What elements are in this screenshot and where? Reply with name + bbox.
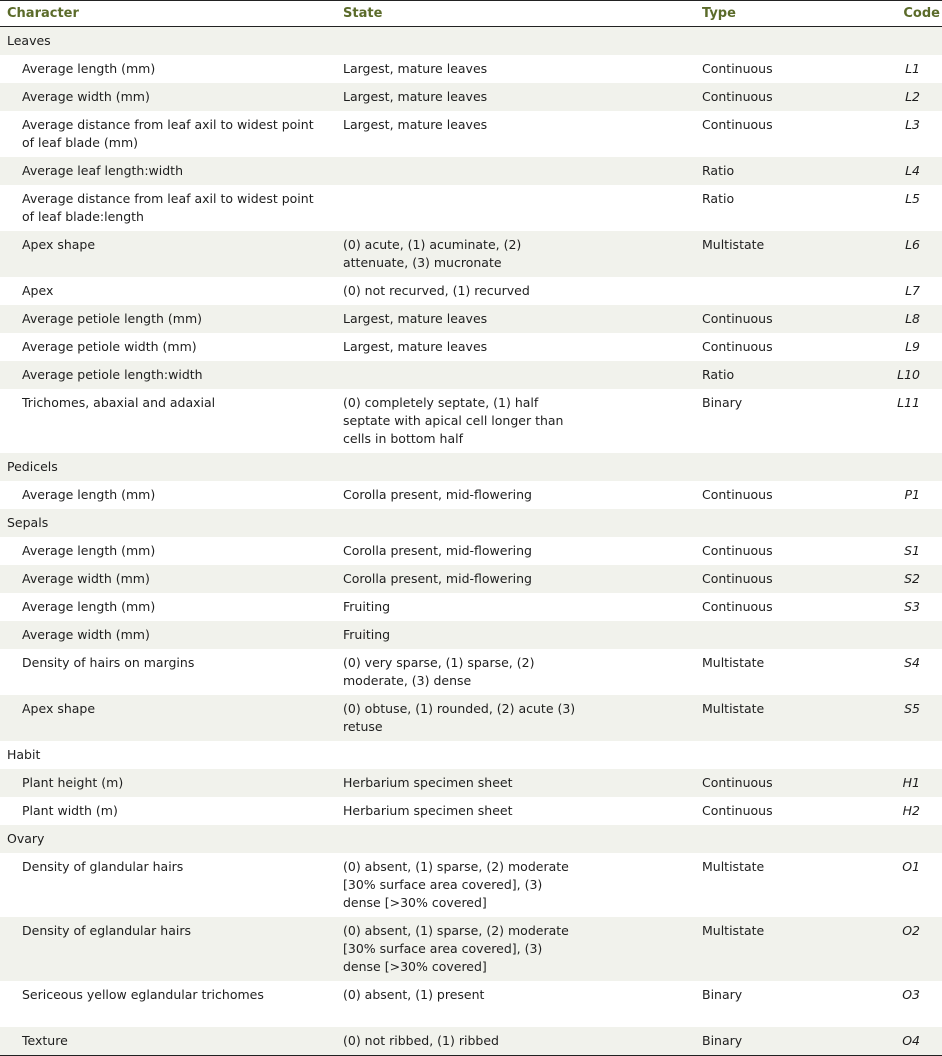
code-cell-text: L3: [905, 117, 920, 132]
type-cell-text: Continuous: [702, 89, 773, 104]
state-cell-text: (0) very sparse, (1) sparse, (2) moderate, (3) dense: [343, 655, 535, 688]
type-cell-text: Continuous: [702, 775, 773, 790]
code-cell: [878, 825, 942, 853]
type-cell-text: Continuous: [702, 117, 773, 132]
state-cell-text: (0) absent, (1) sparse, (2) moderate [30% surface area covered], (3) dense [>30% covered]: [343, 859, 569, 910]
state-cell: [336, 565, 695, 593]
state-cell: [336, 55, 695, 83]
character-cell: [0, 83, 336, 111]
character-cell-text: Habit: [7, 747, 41, 762]
state-cell: [336, 361, 695, 389]
character-cell-text: Average distance from leaf axil to widest point of leaf blade:length: [22, 191, 314, 224]
code-cell: [878, 305, 942, 333]
state-cell-text: Corolla present, mid-flowering: [343, 571, 532, 586]
table-row: [0, 565, 942, 593]
table-row: [0, 593, 942, 621]
table-body: [0, 27, 942, 1055]
type-cell-text: Continuous: [702, 487, 773, 502]
section-row: [0, 741, 942, 769]
state-cell: [336, 797, 695, 825]
code-cell: [878, 537, 942, 565]
type-cell-text: Ratio: [702, 191, 735, 206]
type-cell: [695, 769, 878, 797]
type-cell: [695, 111, 878, 157]
character-cell: [0, 509, 336, 537]
type-cell: [695, 1027, 878, 1055]
character-cell: [0, 797, 336, 825]
character-cell: [0, 565, 336, 593]
code-cell-text: S5: [904, 701, 920, 716]
state-cell: [336, 825, 695, 853]
state-cell-text: (0) absent, (1) sparse, (2) moderate [30% surface area covered], (3) dense [>30% covered]: [343, 923, 569, 974]
table-row: [0, 305, 942, 333]
code-cell-text: L2: [905, 89, 920, 104]
type-cell-text: Continuous: [702, 803, 773, 818]
table-row: [0, 111, 942, 157]
state-cell-text: (0) obtuse, (1) rounded, (2) acute (3) retuse: [343, 701, 576, 734]
state-cell-text: Herbarium specimen sheet: [343, 775, 513, 790]
type-cell: [695, 621, 878, 649]
header-character: Character: [7, 6, 79, 21]
character-cell-text: Ovary: [7, 831, 45, 846]
state-cell: [336, 277, 695, 305]
state-cell-text: Largest, mature leaves: [343, 89, 488, 104]
code-cell: [878, 185, 942, 231]
code-cell: [878, 565, 942, 593]
section-row: [0, 27, 942, 55]
state-cell-text: Largest, mature leaves: [343, 61, 488, 76]
character-cell: [0, 305, 336, 333]
state-cell: [336, 509, 695, 537]
state-cell-text: (0) completely septate, (1) half septate with apical cell longer than cells in bottom half: [343, 395, 564, 446]
code-cell-text: L10: [897, 367, 920, 382]
character-cell: [0, 741, 336, 769]
character-cell-text: Average distance from leaf axil to widest point of leaf blade (mm): [22, 117, 314, 150]
character-cell: [0, 825, 336, 853]
type-cell-text: Ratio: [702, 163, 735, 178]
state-cell-text: Fruiting: [343, 627, 391, 642]
type-cell: [695, 185, 878, 231]
state-cell-text: Largest, mature leaves: [343, 339, 488, 354]
code-cell: [878, 797, 942, 825]
state-cell: [336, 157, 695, 185]
code-cell-text: S1: [904, 543, 920, 558]
code-cell-text: L8: [905, 311, 920, 326]
code-cell: [878, 593, 942, 621]
type-cell: [695, 361, 878, 389]
character-cell-text: Plant height (m): [22, 775, 124, 790]
code-cell: [878, 621, 942, 649]
character-cell-text: Density of hairs on margins: [22, 655, 195, 670]
type-cell: [695, 917, 878, 981]
table-row: [0, 231, 942, 277]
character-cell: [0, 27, 336, 55]
type-cell-text: Multistate: [702, 859, 765, 874]
code-cell-text: L1: [905, 61, 920, 76]
type-cell: [695, 305, 878, 333]
character-cell-text: Average width (mm): [22, 627, 150, 642]
character-cell-text: Average width (mm): [22, 571, 150, 586]
state-cell-text: Corolla present, mid-flowering: [343, 487, 532, 502]
type-cell-text: Multistate: [702, 237, 765, 252]
code-cell-text: L11: [897, 395, 920, 410]
code-cell: [878, 111, 942, 157]
code-cell: [878, 157, 942, 185]
type-cell: [695, 695, 878, 741]
table-row: [0, 333, 942, 361]
state-cell: [336, 649, 695, 695]
character-cell: [0, 853, 336, 917]
type-cell: [695, 853, 878, 917]
character-cell-text: Average petiole width (mm): [22, 339, 197, 354]
type-cell-text: Continuous: [702, 61, 773, 76]
code-cell: [878, 277, 942, 305]
code-cell-text: O3: [902, 987, 920, 1002]
state-cell-text: Herbarium specimen sheet: [343, 803, 513, 818]
state-cell: [336, 389, 695, 453]
type-cell-text: Binary: [702, 987, 743, 1002]
code-cell: [878, 83, 942, 111]
state-cell: [336, 481, 695, 509]
code-cell: [878, 453, 942, 481]
state-cell-text: (0) not ribbed, (1) ribbed: [343, 1033, 499, 1048]
state-cell: [336, 185, 695, 231]
character-cell-text: Average width (mm): [22, 89, 150, 104]
state-cell: [336, 305, 695, 333]
character-cell: [0, 981, 336, 1027]
code-cell: [878, 981, 942, 1027]
character-cell: [0, 55, 336, 83]
type-cell: [695, 537, 878, 565]
state-cell: [336, 741, 695, 769]
table-row: [0, 361, 942, 389]
table-row: [0, 621, 942, 649]
character-cell: [0, 453, 336, 481]
character-cell-text: Average petiole length (mm): [22, 311, 203, 326]
state-cell: [336, 981, 695, 1027]
type-cell-text: Continuous: [702, 311, 773, 326]
character-cell-text: Leaves: [7, 33, 51, 48]
state-cell: [336, 333, 695, 361]
code-cell-text: P1: [904, 487, 920, 502]
code-cell: [878, 55, 942, 83]
state-cell-text: Largest, mature leaves: [343, 311, 488, 326]
type-cell-text: Multistate: [702, 655, 765, 670]
character-cell-text: Apex shape: [22, 701, 96, 716]
table-row: [0, 695, 942, 741]
code-cell-text: O4: [902, 1033, 920, 1048]
state-cell: [336, 769, 695, 797]
state-cell: [336, 111, 695, 157]
state-cell: [336, 231, 695, 277]
state-cell-text: Fruiting: [343, 599, 391, 614]
section-row: [0, 453, 942, 481]
character-cell-text: Trichomes, abaxial and adaxial: [22, 395, 216, 410]
type-cell: [695, 981, 878, 1027]
type-cell: [695, 55, 878, 83]
table-row: [0, 981, 942, 1027]
state-cell: [336, 27, 695, 55]
character-cell-text: Pedicels: [7, 459, 58, 474]
header-code: Code: [903, 6, 940, 21]
code-cell: [878, 361, 942, 389]
type-cell: [695, 231, 878, 277]
character-cell: [0, 185, 336, 231]
code-cell-text: L5: [905, 191, 920, 206]
table-row: [0, 157, 942, 185]
type-cell: [695, 27, 878, 55]
code-cell: [878, 389, 942, 453]
character-cell-text: Average petiole length:width: [22, 367, 203, 382]
character-cell: [0, 111, 336, 157]
character-cell: [0, 537, 336, 565]
character-cell: [0, 593, 336, 621]
type-cell-text: Continuous: [702, 599, 773, 614]
character-cell: [0, 695, 336, 741]
header-state: State: [343, 6, 383, 21]
type-cell-text: Continuous: [702, 543, 773, 558]
code-cell-text: L9: [905, 339, 920, 354]
table-row: [0, 277, 942, 305]
type-cell: [695, 333, 878, 361]
code-cell-text: H2: [902, 803, 920, 818]
table-row: [0, 917, 942, 981]
code-cell-text: O2: [902, 923, 920, 938]
type-cell-text: Binary: [702, 1033, 743, 1048]
code-cell: [878, 231, 942, 277]
type-cell: [695, 453, 878, 481]
code-cell-text: L4: [905, 163, 920, 178]
character-cell-text: Average leaf length:width: [22, 163, 184, 178]
code-cell-text: H1: [902, 775, 920, 790]
type-cell: [695, 649, 878, 695]
state-cell: [336, 453, 695, 481]
type-cell: [695, 593, 878, 621]
character-cell: [0, 481, 336, 509]
code-cell: [878, 741, 942, 769]
state-cell: [336, 593, 695, 621]
character-cell: [0, 917, 336, 981]
state-cell-text: Largest, mature leaves: [343, 117, 488, 132]
type-cell: [695, 509, 878, 537]
character-cell: [0, 1027, 336, 1055]
code-cell: [878, 481, 942, 509]
table-row: [0, 649, 942, 695]
character-cell-text: Apex: [22, 283, 54, 298]
type-cell: [695, 481, 878, 509]
type-cell: [695, 565, 878, 593]
code-cell-text: L7: [905, 283, 920, 298]
state-cell-text: (0) not recurved, (1) recurved: [343, 283, 530, 298]
state-cell: [336, 1027, 695, 1055]
table-row: [0, 853, 942, 917]
character-cell: [0, 649, 336, 695]
character-cell-text: Plant width (m): [22, 803, 118, 818]
state-cell-text: Corolla present, mid-flowering: [343, 543, 532, 558]
type-cell-text: Binary: [702, 395, 743, 410]
code-cell: [878, 853, 942, 917]
code-cell: [878, 695, 942, 741]
type-cell: [695, 277, 878, 305]
character-cell: [0, 621, 336, 649]
code-cell: [878, 27, 942, 55]
code-cell: [878, 509, 942, 537]
character-cell: [0, 231, 336, 277]
table-row: [0, 537, 942, 565]
character-cell: [0, 769, 336, 797]
code-cell: [878, 1027, 942, 1055]
character-cell-text: Density of eglandular hairs: [22, 923, 192, 938]
type-cell-text: Ratio: [702, 367, 735, 382]
type-cell: [695, 741, 878, 769]
table-row: [0, 769, 942, 797]
code-cell-text: S4: [904, 655, 920, 670]
table-row: [0, 55, 942, 83]
character-cell-text: Average length (mm): [22, 61, 156, 76]
code-cell-text: L6: [905, 237, 920, 252]
state-cell: [336, 537, 695, 565]
type-cell-text: Multistate: [702, 923, 765, 938]
character-cell-text: Sericeous yellow eglandular trichomes: [22, 987, 264, 1002]
state-cell: [336, 917, 695, 981]
table-row: [0, 797, 942, 825]
table-row: [0, 83, 942, 111]
type-cell-text: Continuous: [702, 571, 773, 586]
type-cell: [695, 389, 878, 453]
table-row: [0, 185, 942, 231]
type-cell: [695, 825, 878, 853]
code-cell: [878, 769, 942, 797]
character-cell: [0, 157, 336, 185]
header-type: Type: [702, 6, 736, 21]
code-cell: [878, 333, 942, 361]
character-cell: [0, 333, 336, 361]
code-cell: [878, 649, 942, 695]
type-cell: [695, 157, 878, 185]
type-cell-text: Multistate: [702, 701, 765, 716]
type-cell: [695, 797, 878, 825]
code-cell-text: S2: [904, 571, 920, 586]
character-cell-text: Sepals: [7, 515, 49, 530]
table-row: [0, 481, 942, 509]
section-row: [0, 825, 942, 853]
state-cell-text: (0) absent, (1) present: [343, 987, 485, 1002]
code-cell-text: O1: [902, 859, 920, 874]
character-cell-text: Average length (mm): [22, 543, 156, 558]
character-cell-text: Texture: [22, 1033, 68, 1048]
type-cell-text: Continuous: [702, 339, 773, 354]
character-cell: [0, 389, 336, 453]
table-header: [0, 1, 942, 27]
character-cell: [0, 277, 336, 305]
state-cell-text: (0) acute, (1) acuminate, (2) attenuate, (3) mucronate: [343, 237, 522, 270]
table-row: [0, 389, 942, 453]
character-cell: [0, 361, 336, 389]
code-cell: [878, 917, 942, 981]
type-cell: [695, 83, 878, 111]
table-row: [0, 1027, 942, 1055]
character-cell-text: Density of glandular hairs: [22, 859, 184, 874]
state-cell: [336, 83, 695, 111]
character-cell-text: Apex shape: [22, 237, 96, 252]
state-cell: [336, 695, 695, 741]
state-cell: [336, 621, 695, 649]
code-cell-text: S3: [904, 599, 920, 614]
state-cell: [336, 853, 695, 917]
character-cell-text: Average length (mm): [22, 487, 156, 502]
character-cell-text: Average length (mm): [22, 599, 156, 614]
section-row: [0, 509, 942, 537]
